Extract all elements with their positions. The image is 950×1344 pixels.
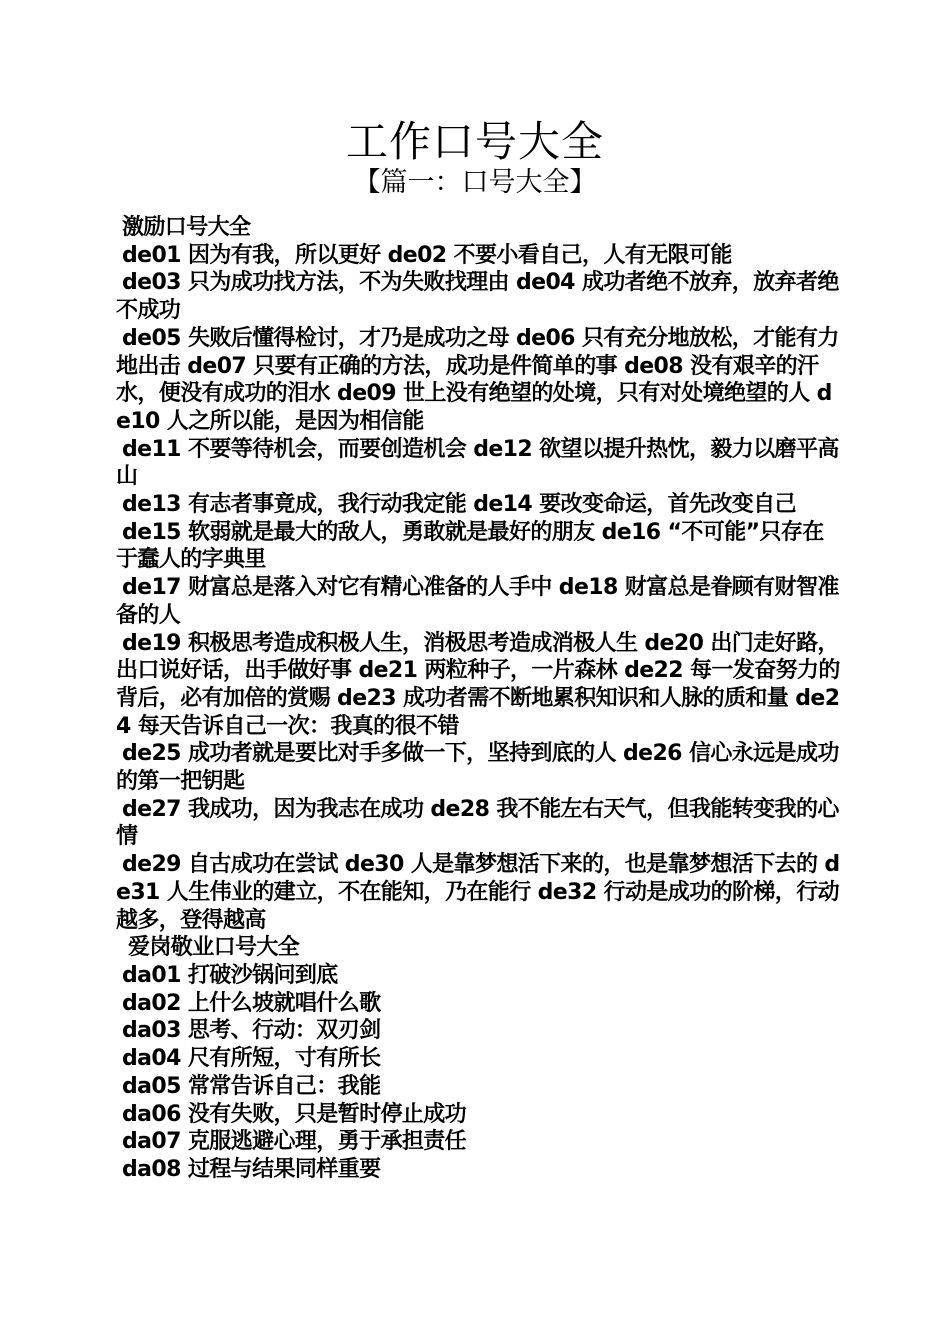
list-item: da05 常常告诉自己：我能 [122,1073,381,1099]
document-subtitle: 【篇一：口号大全】 [353,167,597,198]
list-item: da01 打破沙锅问到底 [122,962,338,988]
paragraph: de01 因为有我，所以更好 de02 不要小看自己，人有无限可能 [122,242,732,268]
paragraph: de19 积极思考造成积极人生，消极思考造成消极人生 de20 出门走好路，出口说好话，出手做好事 de21 两粒种子，一片森林 de22 每一发奋努力的背后，必有加倍的赏赐 de23 成功者需不断地累积知识和人脉的质和量 de24 每天告诉自己一次：我真的很不错 [116,630,840,739]
document-body [116,214,840,1184]
list-item: da03 思考、行动：双刃剑 [122,1018,381,1044]
paragraph: de29 自古成功在尝试 de30 人是靠梦想活下来的，也是靠梦想活下去的 de31 人生伟业的建立，不在能知，乃在能行 de32 行动是成功的阶梯，行动越多，登得越高 [116,852,840,933]
section-heading-dedication: 爱岗敬业口号大全 [128,935,300,961]
paragraph: de15 软弱就是最大的敌人，勇敢就是最好的朋友 de16 “不可能”只存在于蠢人的字典里 [116,519,824,573]
document-title: 工作口号大全 [345,117,604,166]
paragraph: de05 失败后懂得检讨，才乃是成功之母 de06 只有充分地放松，才能有力地出击 de07 只要有正确的方法，成功是件简单的事 de08 没有艰辛的汗水，便没有成功的泪水 de09 世上没有绝望的处境，只有对处境绝望的人 de10 人之所以能，是因为相信能 [116,325,839,434]
paragraph: de11 不要等待机会，而要创造机会 de12 欲望以提升热忱，毅力以磨平高山 [116,436,839,490]
list-item: da07 克服逃避心理，勇于承担责任 [122,1129,467,1155]
paragraph: de03 只为成功找方法，不为失败找理由 de04 成功者绝不放弃，放弃者绝不成功 [116,270,839,324]
list-item: da06 没有失败，只是暂时停止成功 [122,1101,467,1127]
paragraph: de17 财富总是落入对它有精心准备的人手中 de18 财富总是眷顾有财智准备的人 [116,575,839,628]
list-item: da04 尺有所短，寸有所长 [122,1046,381,1072]
section-heading-motivation: 激励口号大全 [122,215,251,240]
paragraph: de13 有志者事竟成，我行动我定能 de14 要改变命运，首先改变自己 [122,492,796,518]
paragraph: de27 我成功，因为我志在成功 de28 我不能左右天气，但我能转变我的心情 [116,796,839,850]
paragraph: de25 成功者就是要比对手多做一下，坚持到底的人 de26 信心永远是成功的第一把钥匙 [116,741,839,795]
list-item: da02 上什么坡就唱什么歌 [122,990,381,1016]
list-item: da08 过程与结果同样重要 [122,1156,381,1182]
